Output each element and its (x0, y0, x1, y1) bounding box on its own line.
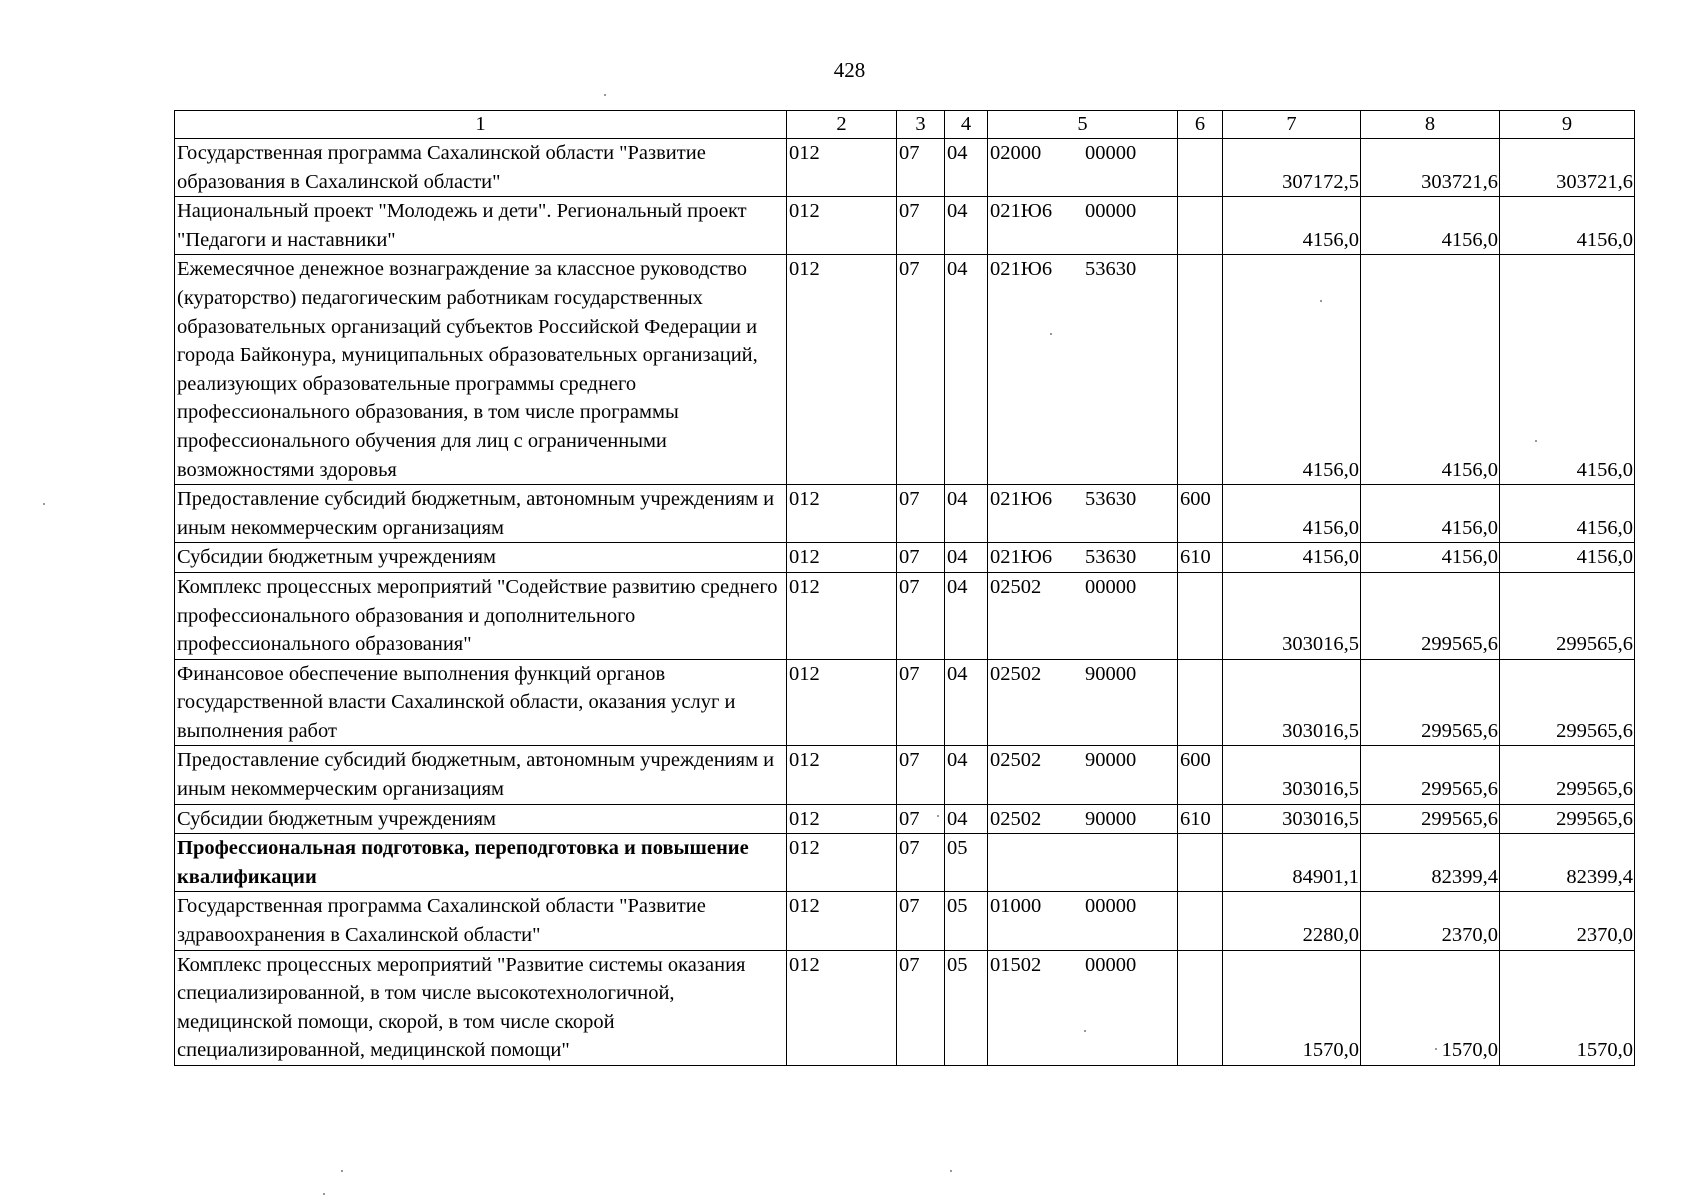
table-row (175, 572, 1635, 659)
amount-col7-cell: 2280,0 (1223, 892, 1361, 950)
code-col3-cell: 07 (897, 572, 945, 659)
code-col3-cell: 07 (897, 834, 945, 892)
header-cell: 7 (1223, 111, 1361, 139)
amount-col9-cell: 4156,0 (1500, 197, 1635, 255)
table-row (175, 485, 1635, 543)
code-col5a: 02502 (990, 807, 1042, 830)
code-col5b: 00000 (1085, 575, 1137, 598)
code-col5-cell (988, 197, 1178, 255)
amount-col7-cell: 4156,0 (1223, 485, 1361, 543)
row-name-cell: Профессиональная подготовка, переподготовка и повышение квалификации (175, 834, 787, 892)
amount-col7-cell: 1570,0 (1223, 950, 1361, 1065)
amount-col9-cell: 4156,0 (1500, 485, 1635, 543)
code-col5b: 53630 (1085, 258, 1137, 281)
amount-col8-cell: 4156,0 (1361, 197, 1500, 255)
code-col4-cell: 04 (945, 139, 988, 197)
code-col3-cell: 07 (897, 255, 945, 485)
code-col2-cell: 012 (787, 950, 897, 1065)
budget-table (174, 110, 1635, 1066)
code-col2-cell: 012 (787, 572, 897, 659)
code-col6-cell (1178, 950, 1223, 1065)
row-name-cell: Субсидии бюджетным учреждениям (175, 804, 787, 834)
table-row (175, 255, 1635, 485)
table-row (175, 746, 1635, 804)
code-col2-cell: 012 (787, 834, 897, 892)
code-col2-cell: 012 (787, 892, 897, 950)
code-col4-cell: 04 (945, 572, 988, 659)
row-name-cell: Финансовое обеспечение выполнения функций органов государственной власти Сахалинской области, оказания услуг и выполнения работ (175, 659, 787, 746)
code-col4-cell: 04 (945, 197, 988, 255)
code-col5a: 021Ю6 (990, 258, 1053, 281)
amount-col8-cell: 2370,0 (1361, 892, 1500, 950)
header-row (175, 111, 1635, 139)
amount-col7-cell: 84901,1 (1223, 834, 1361, 892)
code-col2-cell: 012 (787, 255, 897, 485)
code-col2-cell: 012 (787, 659, 897, 746)
code-col5a: 01000 (990, 895, 1042, 918)
header-cell: 8 (1361, 111, 1500, 139)
code-col4-cell: 04 (945, 746, 988, 804)
code-col6-cell (1178, 892, 1223, 950)
table-row (175, 659, 1635, 746)
code-col6-cell (1178, 197, 1223, 255)
code-col5a: 021Ю6 (990, 488, 1053, 511)
row-name-cell: Ежемесячное денежное вознаграждение за классное руководство (кураторство) педагогическим работникам государственных образовательных организаций субъектов Российской Федерации и города Байконура, муниципальных образовательных организаций, реализующих образовательные программы среднего профессионального образования, в том числе программы профессионального обучения для лиц с ограниченными возможностями здоровья (175, 255, 787, 485)
amount-col9-cell: 82399,4 (1500, 834, 1635, 892)
code-col5-cell (988, 804, 1178, 834)
code-col6-cell (1178, 659, 1223, 746)
code-col5b: 90000 (1085, 662, 1137, 685)
table-row (175, 892, 1635, 950)
code-col6-cell: 610 (1178, 543, 1223, 573)
amount-col9-cell: 299565,6 (1500, 572, 1635, 659)
code-col5b: 00000 (1085, 200, 1137, 223)
amount-col8-cell: 303721,6 (1361, 139, 1500, 197)
table-row (175, 139, 1635, 197)
amount-col7-cell: 303016,5 (1223, 572, 1361, 659)
code-col6-cell: 610 (1178, 804, 1223, 834)
code-col2-cell: 012 (787, 485, 897, 543)
code-col5a: 02502 (990, 662, 1042, 685)
page-number: 428 (833, 58, 866, 82)
row-name-cell: Государственная программа Сахалинской области "Развитие образования в Сахалинской области" (175, 139, 787, 197)
row-name-cell: Комплекс процессных мероприятий "Содействие развитию среднего профессионального образования и дополнительного профессионального образования" (175, 572, 787, 659)
code-col5-cell (988, 659, 1178, 746)
amount-col9-cell: 4156,0 (1500, 255, 1635, 485)
code-col6-cell (1178, 572, 1223, 659)
amount-col7-cell: 4156,0 (1223, 255, 1361, 485)
code-col5-cell (988, 543, 1178, 573)
amount-col8-cell: 299565,6 (1361, 572, 1500, 659)
code-col2-cell: 012 (787, 543, 897, 573)
code-col5a: 02000 (990, 142, 1042, 164)
row-name-cell: Предоставление субсидий бюджетным, автономным учреждениям и иным некоммерческим организациям (175, 485, 787, 543)
code-col3-cell: 07 (897, 197, 945, 255)
code-col4-cell: 05 (945, 834, 988, 892)
header-cell: 6 (1178, 111, 1223, 139)
code-col3-cell: 07 (897, 485, 945, 543)
code-col6-cell (1178, 139, 1223, 197)
code-col4-cell: 05 (945, 950, 988, 1065)
code-col3-cell: 07 (897, 950, 945, 1065)
code-col5b: 00000 (1085, 142, 1137, 164)
header-cell: 2 (787, 111, 897, 139)
header-cell: 9 (1500, 111, 1635, 139)
code-col5-cell (988, 892, 1178, 950)
code-col5a: 021Ю6 (990, 200, 1053, 223)
amount-col8-cell: 299565,6 (1361, 746, 1500, 804)
code-col5a: 01502 (990, 953, 1042, 976)
code-col4-cell: 04 (945, 255, 988, 485)
code-col5b: 53630 (1085, 488, 1137, 511)
amount-col8-cell: 299565,6 (1361, 659, 1500, 746)
code-col5b: 53630 (1085, 546, 1137, 569)
code-col6-cell (1178, 834, 1223, 892)
amount-col7-cell: 303016,5 (1223, 804, 1361, 834)
table-row (175, 804, 1635, 834)
code-col5b: 90000 (1085, 749, 1137, 772)
row-name-cell: Субсидии бюджетным учреждениям (175, 543, 787, 573)
header-cell: 5 (988, 111, 1178, 139)
code-col5b: 00000 (1085, 895, 1137, 918)
amount-col9-cell: 303721,6 (1500, 139, 1635, 197)
amount-col8-cell: 4156,0 (1361, 255, 1500, 485)
code-col3-cell: 07 (897, 746, 945, 804)
amount-col9-cell: 299565,6 (1500, 659, 1635, 746)
code-col6-cell (1178, 255, 1223, 485)
code-col6-cell: 600 (1178, 485, 1223, 543)
table-row (175, 950, 1635, 1065)
code-col5a: 021Ю6 (990, 546, 1053, 569)
code-col3-cell: 07 (897, 892, 945, 950)
code-col3-cell: 07 (897, 139, 945, 197)
header-cell: 1 (175, 111, 787, 139)
code-col4-cell: 04 (945, 804, 988, 834)
code-col2-cell: 012 (787, 197, 897, 255)
amount-col8-cell: 1570,0 (1361, 950, 1500, 1065)
code-col5a: 02502 (990, 749, 1042, 772)
amount-col9-cell: 299565,6 (1500, 804, 1635, 834)
row-name-cell: Комплекс процессных мероприятий "Развитие системы оказания специализированной, в том числе высокотехнологичной, медицинской помощи, скорой, в том числе скорой специализированной, медицинской помощи" (175, 950, 787, 1065)
amount-col8-cell: 4156,0 (1361, 485, 1500, 543)
row-name-cell: Национальный проект "Молодежь и дети". Региональный проект "Педагоги и наставники" (175, 197, 787, 255)
code-col4-cell: 04 (945, 485, 988, 543)
table-row (175, 543, 1635, 573)
amount-col8-cell: 82399,4 (1361, 834, 1500, 892)
amount-col9-cell: 299565,6 (1500, 746, 1635, 804)
code-col2-cell: 012 (787, 804, 897, 834)
amount-col9-cell: 2370,0 (1500, 892, 1635, 950)
row-name-cell: Предоставление субсидий бюджетным, автономным учреждениям и иным некоммерческим организациям (175, 746, 787, 804)
amount-col7-cell: 307172,5 (1223, 139, 1361, 197)
code-col5-cell (988, 572, 1178, 659)
table-row (175, 197, 1635, 255)
code-col5-cell (988, 746, 1178, 804)
code-col5-cell (988, 255, 1178, 485)
code-col2-cell: 012 (787, 746, 897, 804)
code-col5-cell (988, 485, 1178, 543)
code-col5b: 00000 (1085, 953, 1137, 976)
amount-col7-cell: 303016,5 (1223, 746, 1361, 804)
code-col5-cell (988, 834, 1178, 892)
amount-col7-cell: 4156,0 (1223, 197, 1361, 255)
code-col5a: 02502 (990, 575, 1042, 598)
header-cell: 3 (897, 111, 945, 139)
header-cell: 4 (945, 111, 988, 139)
amount-col8-cell: 4156,0 (1361, 543, 1500, 573)
code-col3-cell: 07 (897, 804, 945, 834)
code-col5-cell (988, 950, 1178, 1065)
code-col5-cell (988, 139, 1178, 197)
code-col4-cell: 04 (945, 659, 988, 746)
code-col2-cell: 012 (787, 139, 897, 197)
amount-col9-cell: 4156,0 (1500, 543, 1635, 573)
table-row (175, 834, 1635, 892)
code-col5b: 90000 (1085, 807, 1137, 830)
code-col4-cell: 04 (945, 543, 988, 573)
amount-col8-cell: 299565,6 (1361, 804, 1500, 834)
row-name-cell: Государственная программа Сахалинской области "Развитие здравоохранения в Сахалинской области" (175, 892, 787, 950)
amount-col7-cell: 4156,0 (1223, 543, 1361, 573)
code-col6-cell: 600 (1178, 746, 1223, 804)
code-col3-cell: 07 (897, 659, 945, 746)
amount-col9-cell: 1570,0 (1500, 950, 1635, 1065)
code-col3-cell: 07 (897, 543, 945, 573)
code-col4-cell: 05 (945, 892, 988, 950)
amount-col7-cell: 303016,5 (1223, 659, 1361, 746)
